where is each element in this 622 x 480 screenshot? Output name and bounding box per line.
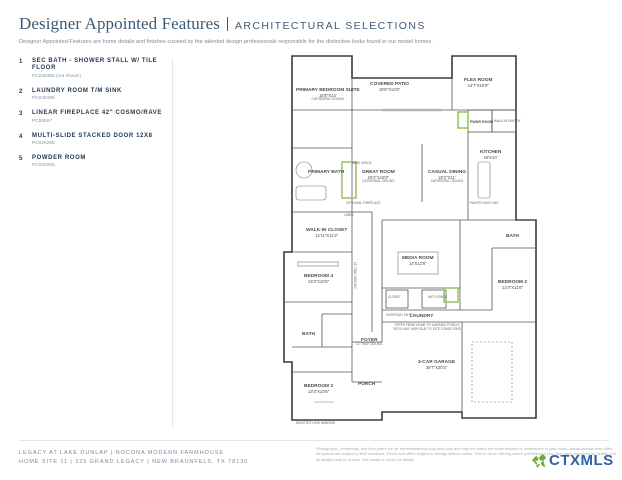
room-garage	[418, 360, 455, 370]
room-name: BEDROOM 4	[304, 274, 334, 279]
feature-name: SEC BATH - SHOWER STALL W/ TILE FLOOR	[32, 58, 158, 72]
room-name: PRIMARY BEDROOM SUITE	[296, 88, 360, 93]
room-closet	[388, 296, 401, 300]
room-note: CATHEDRAL CEILING	[430, 179, 464, 184]
room-name: WALK-IN CLOSET	[306, 228, 348, 233]
room-dimension: 16'8"X14'	[319, 93, 337, 99]
ctxmls-logo	[530, 452, 614, 469]
room-name: MEDIA ROOM	[402, 256, 434, 261]
column-divider	[172, 58, 173, 428]
community-line: LEGACY AT LAKE DUNLAP | NOCONA MODERN FARMHOUSE	[19, 450, 224, 456]
legal-disclaimer: Photographs, renderings, and floor plans are for representational purposes only and may not reflect the exact finishes or dimensions of your home; actual product may differ. All options are subject to field variations. Prices and offers subject to change without notice. This is not an offering where prohibited by law. See sales associate for details. Not all images may be shown. See onsite or online for details.	[316, 446, 616, 462]
intro-text: Designer Appointed Features are home details and finishes curated by the talented design professionals responsible for the distinctive looks found in our model homes.	[19, 39, 433, 45]
room-dimension: 14'X12'8"	[409, 261, 427, 267]
room-bedroom-4	[304, 274, 333, 284]
room-name: FOYER	[361, 338, 378, 343]
floor-plan-drawing	[282, 52, 540, 427]
room-kitchen	[480, 150, 501, 160]
note-pantry-built-ins: PANTRY BUILT-INS	[470, 201, 499, 205]
note-everyday-entry: EVERYDAY ENTRY	[386, 313, 415, 317]
note-info-space: INFO SPACE	[428, 295, 448, 299]
page-title: Designer Appointed Features	[19, 14, 220, 33]
title-row	[19, 14, 609, 34]
note-linen: LINEN	[344, 213, 354, 217]
room-bath-right	[506, 234, 519, 239]
room-bedroom-3	[304, 384, 333, 394]
note-optional-fireplace: OPTIONAL FIREPLACE	[346, 201, 381, 205]
feature-number: 3	[19, 111, 23, 118]
room-dimension: 12'4"X11'6"	[502, 285, 524, 291]
room-dimension: 14'7"X10'8"	[467, 83, 489, 89]
feature-item	[19, 110, 169, 123]
feature-number: 1	[19, 59, 23, 65]
room-flex-room	[464, 78, 493, 88]
room-dimension: 28'7"X20'3"	[425, 365, 448, 371]
room-foyer	[356, 338, 383, 347]
title-divider	[227, 17, 228, 31]
room-media-room	[402, 256, 434, 266]
logo-wordmark: CTXMLS	[549, 452, 614, 469]
feature-code: PC048385	[32, 96, 55, 102]
room-note: CATHEDRAL CEILING	[311, 97, 345, 102]
room-name: 3-CAR GARAGE	[418, 360, 456, 365]
room-name: WALK-IN PANTRY	[494, 119, 521, 123]
home-site-line: HOME SITE 11 | 325 GRAND LEGACY | NEW BRAUNFELS, TX 78130	[19, 459, 249, 465]
room-dimension: 18'X10'	[483, 155, 498, 161]
feature-name: LAUNDRY ROOM T/M SINK	[32, 87, 122, 94]
room-primary-bath	[308, 170, 344, 175]
room-dimension: 12'11"X11'4"	[315, 233, 339, 239]
room-name: FLEX ROOM	[464, 78, 493, 83]
room-name: BATH	[506, 234, 519, 239]
room-pantry	[494, 120, 521, 124]
room-walk-in-closet	[306, 228, 347, 238]
feature-item	[19, 88, 169, 101]
room-dimension: 13'3"X10'6"	[307, 389, 330, 395]
room-dimension: 13'3"X10'6"	[307, 279, 330, 285]
room-name: BATH	[302, 332, 315, 337]
feature-code: PC026265	[32, 163, 55, 169]
room-covered-patio	[370, 82, 409, 92]
room-name: KITCHEN	[480, 150, 502, 155]
room-name: PRIMARY BATH	[308, 170, 345, 175]
room-note: CATHEDRAL CEILING	[362, 179, 395, 184]
room-name: GREAT ROOM	[362, 170, 395, 175]
room-casual-dining	[428, 170, 466, 184]
room-name: LAUNDRY	[410, 314, 434, 319]
feature-code: PC50667	[32, 118, 53, 124]
room-great-room	[362, 170, 395, 184]
note-wine-space: WINE SPACE	[352, 161, 372, 165]
room-dimension: 20'2"X11'	[438, 175, 456, 181]
note-steps: STEPS FROM HOME TO GARAGE/ PORCH/ PATIO MAY VARY DUE TO SITE CONDITIONS	[393, 323, 461, 331]
feature-name: POWDER ROOM	[32, 155, 86, 162]
room-name: COVERED PATIO	[370, 82, 409, 87]
room-bedroom-2	[498, 280, 527, 290]
note-tray-ceiling: 11' TRAY CEILING	[353, 262, 357, 289]
room-bath	[302, 332, 315, 337]
feature-name: MULTI-SLIDE STACKED DOOR 12X8	[32, 132, 153, 139]
room-name: BEDROOM 2	[498, 280, 528, 285]
texas-star-icon	[530, 453, 548, 469]
feature-item	[19, 133, 169, 146]
feature-number: 2	[19, 88, 23, 95]
page-header	[19, 14, 609, 45]
feature-item	[19, 155, 169, 168]
note-high-window: DENOTES HIGH WINDOW	[296, 421, 336, 425]
feature-code: PC048385 (not shown)	[32, 73, 82, 79]
page-subtitle: ARCHITECTURAL SELECTIONS	[235, 20, 426, 32]
room-name: PWDR ROOM	[470, 120, 494, 124]
room-dimension: 20'2"X15'9"	[367, 175, 390, 181]
footer-divider	[19, 440, 609, 441]
room-name: CASUAL DINING	[428, 170, 467, 175]
room-name: CLOSET	[388, 295, 401, 299]
room-name: BEDROOM 3	[304, 384, 334, 389]
feature-item	[19, 58, 169, 79]
feature-number: 4	[19, 133, 23, 140]
feature-name: LINEAR FIREPLACE 42" COSMO/RAVE	[32, 110, 163, 117]
feature-list	[19, 58, 169, 177]
room-dimension: 19'6"X12'6"	[378, 87, 401, 93]
room-note: 11' TRAY CEILING	[356, 342, 383, 347]
footer-address	[19, 449, 248, 467]
room-primary-suite	[296, 88, 360, 102]
room-name: PORCH	[358, 382, 376, 387]
feature-number: 5	[19, 156, 23, 163]
room-porch	[358, 382, 375, 387]
floor-plan	[282, 52, 540, 427]
room-pwdr	[470, 120, 493, 125]
feature-code: PC026265	[32, 141, 55, 147]
